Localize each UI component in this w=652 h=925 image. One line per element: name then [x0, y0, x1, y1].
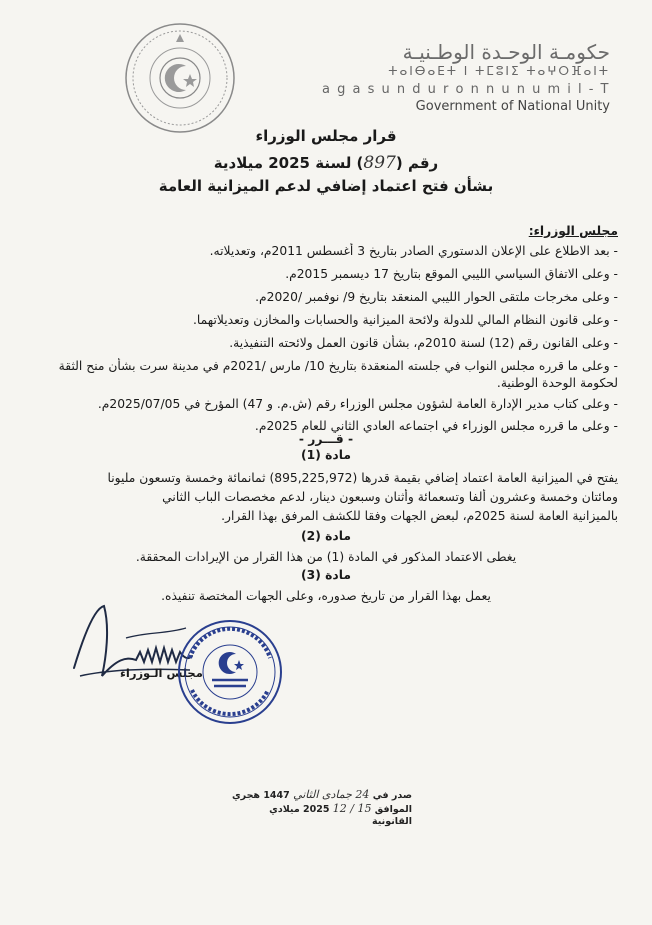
article-2-text: يغطى الاعتماد المذكور في المادة (1) من هذا القرار من الإيرادات المحققة. [135, 550, 517, 564]
preamble-item: - بعد الاطلاع على الإعلان الدستوري الصادر بتاريخ 3 أغسطس 2011م، وتعديلاته. [209, 244, 618, 258]
issued-day-gregorian: 15 / 12 [332, 802, 372, 815]
issued-date-gregorian [269, 802, 412, 815]
decree-number: 897 [363, 153, 396, 173]
issued-prefix: صدر في [372, 790, 412, 801]
official-stamp-icon [176, 618, 284, 726]
preamble-item: - وعلى كتاب مدير الإدارة العامة لشؤون مجلس الوزراء رقم (ش.م. و 47) المؤرخ في 2025/07/05م. [97, 397, 618, 411]
decree-subject: بشأن فتح اعتماد إضافي لدعم الميزانية العامة [158, 177, 494, 195]
government-emblem-icon [124, 22, 236, 134]
preamble-item: - وعلى ما قرره مجلس النواب في جلسته المنعقدة بتاريخ 10/ مارس /2021م في مدينة سرت بشأن منح الثقة [58, 359, 618, 373]
corresponding-prefix: الموافق [374, 804, 412, 815]
issued-year-hijri: 1447 هجري [231, 790, 290, 801]
decree-number-line [0, 153, 652, 173]
article-1-text: ومائتان وخمسة وعشرون ألفا وتسعمائة وأثنان وسبعون دينار، لدعم مخصصات الباب الثاني [162, 490, 618, 504]
preamble-item: - وعلى مخرجات ملتقى الحوار الليبي المنعقد بتاريخ 9/ نوفمبر /2020م. [255, 290, 618, 304]
government-name-latin: a g a s u n d u r o n n u n u m i l - T [322, 82, 610, 97]
government-name-arabic: حكومـة الوحـدة الوطـنيـة [402, 40, 610, 64]
article-2-title: مادة (2) [301, 529, 351, 543]
preamble-item: - وعلى قانون النظام المالي للدولة ولائحة الميزانية والحسابات والمخازن وتعديلاتهما. [193, 313, 618, 327]
preamble-item: - وعلى ما قرره مجلس الوزراء في اجتماعه العادي الثاني للعام 2025م. [254, 419, 618, 433]
issued-year-gregorian: 2025 ميلادي [269, 804, 330, 815]
preamble-item-continued: لحكومة الوحدة الوطنية. [496, 376, 618, 390]
decree-number-prefix: رقم ( [395, 154, 439, 172]
legal-department-label: القانونية [372, 816, 412, 827]
council-heading: مجلس الوزراء: [528, 224, 618, 238]
issued-date-hijri [232, 788, 412, 801]
decree-number-suffix: ) لسنة 2025 ميلادية [213, 154, 364, 172]
preamble-item: - وعلى القانون رقم (12) لسنة 2010م، بشأن قانون العمل ولائحته التنفيذية. [229, 336, 618, 350]
article-1-text: يفتح في الميزانية العامة اعتماد إضافي بقيمة قدرها (895,225,972) ثمانمائة وخمسة وتسعون مليونا [107, 471, 618, 485]
article-3-text: يعمل بهذا القرار من تاريخ صدوره، وعلى الجهات المختصة تنفيذه. [161, 589, 491, 603]
issued-day-hijri: 24 جمادى الثاني [293, 788, 370, 801]
government-name-english: Government of National Unity [415, 99, 610, 114]
article-1-text: بالميزانية العامة لسنة 2025م، لبعض الجهات وفقا للكشف المرفق بهذا القرار. [221, 509, 618, 523]
preamble-item: - وعلى الاتفاق السياسي الليبي الموقع بتاريخ 17 ديسمبر 2015م. [285, 267, 618, 281]
article-1-title: مادة (1) [301, 448, 351, 462]
signature-label: مجلس الـوزراء [120, 666, 203, 680]
government-name-tifinagh: ⵜⴰⵏⴱⴰⴹⵜ ⵏ ⵜⵎⵓⵏⵉ ⵜⴰⵖⵔⴼⴰⵏⵜ [388, 64, 610, 78]
article-3-title: مادة (3) [301, 568, 351, 582]
decree-title: قرار مجلس الوزراء [255, 127, 397, 145]
decided-heading: - قـــرر - [298, 432, 354, 446]
